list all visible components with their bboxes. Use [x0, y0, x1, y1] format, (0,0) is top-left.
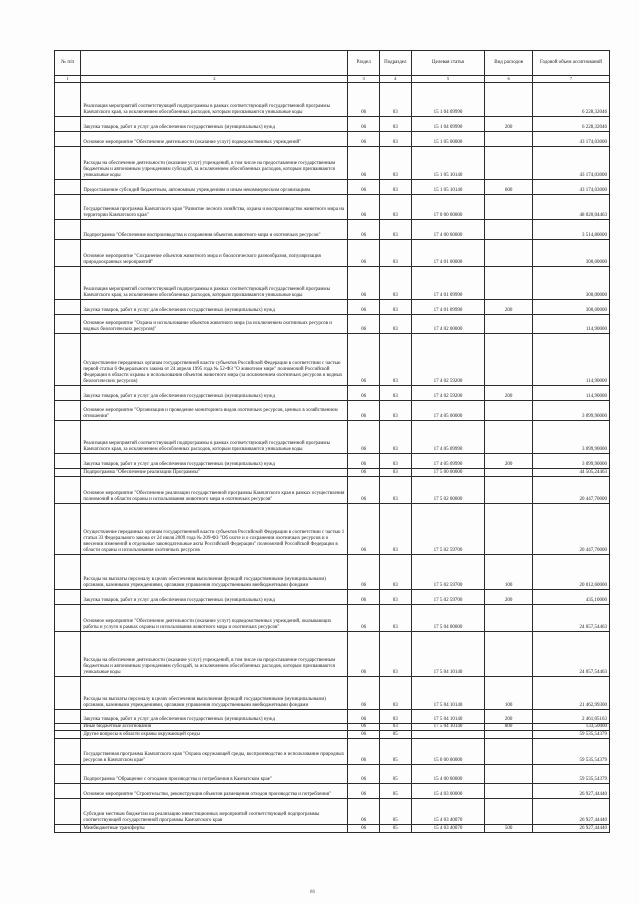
row-section-cell: 06 — [348, 632, 380, 677]
row-target-cell: 17 5 00 00000 — [411, 469, 485, 477]
table-row — [55, 590, 610, 605]
row-name-cell: Предоставление субсидий бюджетным, автономным учреждениям и иным некоммерческим организациям — [81, 180, 348, 195]
row-expense-cell — [485, 315, 532, 334]
row-section-cell: 06 — [348, 267, 380, 300]
row-name-cell: Расходы на обеспечение деятельности (оказание услуг) учреждений, в том числе на предоставление государственным бюджетным и автономным учреждениям субсидий, за исключением обособленных расходов, которым присваиваются уникальные коды — [81, 147, 348, 180]
column-index: 6 — [485, 76, 532, 83]
table-row — [55, 765, 610, 784]
row-amount-cell: 26 927,44440 — [532, 784, 609, 799]
row-subsection-cell: 03 — [379, 454, 411, 469]
row-section-cell: 06 — [348, 784, 380, 799]
row-subsection-cell: 03 — [379, 117, 411, 132]
row-target-cell: 17 5 02 59700 — [411, 504, 485, 555]
header-section: Раздел — [348, 51, 380, 76]
row-target-cell: 17 5 02 59700 — [411, 590, 485, 605]
row-target-cell: 17 4 00 00000 — [411, 220, 485, 240]
row-target-cell: 17 4 02 59200 — [411, 334, 485, 386]
row-subsection-cell: 03 — [379, 401, 411, 421]
row-num-cell — [55, 421, 81, 454]
row-section-cell: 06 — [348, 724, 380, 731]
row-section-cell: 06 — [348, 677, 380, 710]
row-num-cell — [55, 710, 81, 724]
row-section-cell: 06 — [348, 825, 380, 833]
row-num-cell — [55, 334, 81, 386]
row-num-cell — [55, 117, 81, 132]
column-index: 3 — [348, 76, 380, 83]
row-name-cell: Реализация мероприятий соответствующей подпрограммы в рамках соответствующей государственной программы Камчатского края, за исключением обособленных расходов, которым присваиваются уникальные коды — [81, 83, 348, 117]
row-subsection-cell: 03 — [379, 180, 411, 195]
row-target-cell: 17 4 05 00000 — [411, 401, 485, 421]
table-row — [55, 504, 610, 555]
row-amount-cell: 24 057,54463 — [532, 632, 609, 677]
row-amount-cell: 24 057,54463 — [532, 605, 609, 632]
row-num-cell — [55, 784, 81, 799]
table-row — [55, 180, 610, 195]
table-row — [55, 220, 610, 240]
row-target-cell — [411, 731, 485, 739]
row-amount-cell: 59 535,54379 — [532, 739, 609, 765]
row-amount-cell: 114,90000 — [532, 386, 609, 401]
row-expense-cell — [485, 147, 532, 180]
header-amount: Годовой объем ассигнований — [532, 51, 609, 76]
row-target-cell: 17 5 02 59700 — [411, 555, 485, 590]
row-num-cell — [55, 469, 81, 477]
row-expense-cell — [485, 739, 532, 765]
row-target-cell: 17 4 01 09990 — [411, 267, 485, 300]
row-subsection-cell: 05 — [379, 799, 411, 825]
row-expense-cell: 200 — [485, 386, 532, 401]
row-expense-cell — [485, 504, 532, 555]
row-target-cell: 17 5 02 00000 — [411, 477, 485, 504]
row-amount-cell: 6 228,32046 — [532, 117, 609, 132]
table-body — [55, 83, 610, 833]
row-name-cell: Реализация мероприятий соответствующей подпрограммы в рамках соответствующей государственной программы Камчатского края, за исключением обособленных расходов, которым присваиваются уникальные коды — [81, 267, 348, 300]
table-row — [55, 477, 610, 504]
table-row — [55, 240, 610, 267]
row-num-cell — [55, 220, 81, 240]
row-subsection-cell: 03 — [379, 710, 411, 724]
row-name-cell: Основное мероприятие "Обеспечение реализации государственной программы Камчатского края в рамках осуществления полномочий в области охраны и использования животного мира и охотничьих ресурсов" — [81, 477, 348, 504]
row-num-cell — [55, 677, 81, 710]
row-num-cell — [55, 454, 81, 469]
row-expense-cell — [485, 632, 532, 677]
row-section-cell: 06 — [348, 555, 380, 590]
row-expense-cell — [485, 132, 532, 147]
row-amount-cell: 43 174,03000 — [532, 147, 609, 180]
row-target-cell: 15 1 04 09990 — [411, 83, 485, 117]
row-target-cell: 17 5 04 10140 — [411, 632, 485, 677]
row-amount-cell: 26 927,44440 — [532, 799, 609, 825]
row-name-cell: Подпрограмма "Обращение с отходами производства и потребления в Камчатском крае" — [81, 765, 348, 784]
row-subsection-cell: 03 — [379, 315, 411, 334]
row-name-cell: Осуществление переданных органам государственной власти субъектов Российской Федерации в соответствии с частью 1 статьи 33 Федерального закона от 24 июля 2009 года № 209-ФЗ "Об охоте и о сохранении охотничьих ресурсов и о внесении изменений в отдельные законодательные акты Российской Федерации" полномочий Российской Федерации в области охраны и использования охотничьих ресурсов — [81, 504, 348, 555]
row-section-cell: 06 — [348, 799, 380, 825]
row-section-cell: 06 — [348, 180, 380, 195]
header-name — [81, 51, 348, 76]
row-section-cell: 06 — [348, 401, 380, 421]
row-expense-cell: 100 — [485, 555, 532, 590]
row-section-cell: 06 — [348, 739, 380, 765]
row-name-cell: Осуществление переданных органам государственной власти субъектов Российской Федерации в соответствии с частью первой статьи 6 Федерального закона от 24 апреля 1995 года № 52-ФЗ "О животном мире" полномочий Российской Федерации в области охраны и использования объектов животного мира (за исключением охотничьих ресурсов и водных биологических ресурсов) — [81, 334, 348, 386]
column-index: 4 — [379, 76, 411, 83]
page-number: 86 — [310, 890, 315, 895]
row-num-cell — [55, 590, 81, 605]
row-expense-cell — [485, 799, 532, 825]
row-expense-cell — [485, 421, 532, 454]
row-subsection-cell: 05 — [379, 731, 411, 739]
row-num-cell — [55, 555, 81, 590]
table-row — [55, 677, 610, 710]
row-subsection-cell: 03 — [379, 677, 411, 710]
row-subsection-cell: 03 — [379, 240, 411, 267]
row-name-cell: Закупка товаров, работ и услуг для обеспечения государственных (муниципальных) нужд — [81, 710, 348, 724]
row-expense-cell — [485, 477, 532, 504]
row-section-cell: 06 — [348, 504, 380, 555]
row-subsection-cell: 03 — [379, 220, 411, 240]
row-name-cell: Основное мероприятие "Организация и проведение мониторинга видов охотничьих ресурсов, ценных в хозяйственном отношении" — [81, 401, 348, 421]
column-index: 2 — [81, 76, 348, 83]
row-amount-cell: 300,00000 — [532, 300, 609, 315]
row-target-cell: 15 4 03 40070 — [411, 799, 485, 825]
row-expense-cell: 600 — [485, 180, 532, 195]
row-expense-cell — [485, 195, 532, 220]
row-section-cell: 06 — [348, 469, 380, 477]
table-row — [55, 334, 610, 386]
row-name-cell: Закупка товаров, работ и услуг для обеспечения государственных (муниципальных) нужд — [81, 454, 348, 469]
table-row — [55, 784, 610, 799]
row-target-cell: 15 0 00 00000 — [411, 739, 485, 765]
row-target-cell: 15 4 03 00000 — [411, 784, 485, 799]
header-expense: Вид расходов — [485, 51, 532, 76]
column-index-row — [55, 76, 610, 83]
row-name-cell: Расходы на выплаты персоналу в целях обеспечения выполнения функций государственными (муниципальными) органами, казенными учреждениями, органами управления государственными внебюджетными фондами — [81, 555, 348, 590]
column-index: 1 — [55, 76, 81, 83]
table-row — [55, 724, 610, 731]
row-subsection-cell: 03 — [379, 147, 411, 180]
row-target-cell: 17 4 01 09990 — [411, 300, 485, 315]
row-num-cell — [55, 386, 81, 401]
row-expense-cell: 200 — [485, 710, 532, 724]
row-expense-cell: 800 — [485, 724, 532, 731]
table-row — [55, 147, 610, 180]
table-row — [55, 632, 610, 677]
row-name-cell: Иные бюджетные ассигнования — [81, 724, 348, 731]
row-amount-cell: 20 447,70000 — [532, 504, 609, 555]
row-name-cell: Межбюджетные трансферты — [81, 825, 348, 833]
row-target-cell: 15 1 05 10140 — [411, 147, 485, 180]
row-subsection-cell: 03 — [379, 605, 411, 632]
row-section-cell: 06 — [348, 421, 380, 454]
row-subsection-cell: 03 — [379, 469, 411, 477]
row-expense-cell — [485, 469, 532, 477]
table-row — [55, 300, 610, 315]
row-section-cell: 06 — [348, 300, 380, 315]
row-section-cell: 06 — [348, 386, 380, 401]
row-num-cell — [55, 724, 81, 731]
table-row — [55, 132, 610, 147]
table-row — [55, 315, 610, 334]
row-target-cell: 17 5 04 10140 — [411, 710, 485, 724]
table-row — [55, 739, 610, 765]
row-amount-cell: 3 099,90000 — [532, 421, 609, 454]
row-num-cell — [55, 731, 81, 739]
row-amount-cell: 48 020,04463 — [532, 195, 609, 220]
row-name-cell: Закупка товаров, работ и услуг для обеспечения государственных (муниципальных) нужд — [81, 117, 348, 132]
row-amount-cell: 59 535,54379 — [532, 731, 609, 739]
row-expense-cell: 200 — [485, 117, 532, 132]
table-row — [55, 710, 610, 724]
row-num-cell — [55, 147, 81, 180]
row-section-cell: 06 — [348, 454, 380, 469]
row-name-cell: Расходы на обеспечение деятельности (оказание услуг) учреждений, в том числе на предоставление государственным бюджетным и автономным учреждениям субсидий, за исключением обособленных расходов, которым присваиваются уникальные коды — [81, 632, 348, 677]
row-expense-cell — [485, 220, 532, 240]
row-name-cell: Закупка товаров, работ и услуг для обеспечения государственных (муниципальных) нужд — [81, 590, 348, 605]
row-section-cell: 06 — [348, 195, 380, 220]
row-amount-cell: 20 447,70000 — [532, 477, 609, 504]
row-target-cell: 17 5 04 10140 — [411, 677, 485, 710]
row-expense-cell — [485, 784, 532, 799]
row-name-cell: Основное мероприятие "Строительство, реконструкция объектов размещения отходов производства и потребления" — [81, 784, 348, 799]
row-subsection-cell: 03 — [379, 195, 411, 220]
row-target-cell: 17 4 02 59200 — [411, 386, 485, 401]
row-amount-cell: 21 462,99300 — [532, 677, 609, 710]
row-amount-cell: 43 174,03000 — [532, 180, 609, 195]
row-name-cell: Государственная программа Камчатского края "Охрана окружающей среды, воспроизводство и использование природных ресурсов в Камчатском крае" — [81, 739, 348, 765]
row-num-cell — [55, 825, 81, 833]
row-num-cell — [55, 240, 81, 267]
row-section-cell: 06 — [348, 477, 380, 504]
row-amount-cell: 2 461,05163 — [532, 710, 609, 724]
row-section-cell: 06 — [348, 117, 380, 132]
row-num-cell — [55, 739, 81, 765]
row-subsection-cell: 03 — [379, 334, 411, 386]
budget-table — [54, 50, 610, 833]
row-num-cell — [55, 83, 81, 117]
row-num-cell — [55, 180, 81, 195]
row-subsection-cell: 03 — [379, 300, 411, 315]
row-expense-cell — [485, 267, 532, 300]
row-amount-cell: 133,50000 — [532, 724, 609, 731]
row-subsection-cell: 03 — [379, 421, 411, 454]
row-target-cell: 15 1 04 09990 — [411, 117, 485, 132]
row-num-cell — [55, 605, 81, 632]
row-target-cell: 15 1 05 10140 — [411, 180, 485, 195]
row-expense-cell — [485, 240, 532, 267]
row-amount-cell: 114,90000 — [532, 315, 609, 334]
row-name-cell: Закупка товаров, работ и услуг для обеспечения государственных (муниципальных) нужд — [81, 300, 348, 315]
row-amount-cell: 3 099,90000 — [532, 454, 609, 469]
row-name-cell: Подпрограмма "Обеспечение воспроизводства и сохранения объектов животного мира и охотничьих ресурсов" — [81, 220, 348, 240]
row-subsection-cell: 03 — [379, 504, 411, 555]
row-name-cell: Основное мероприятие "Охрана и использование объектов животного мира (за исключением охотничьих ресурсов и водных биологических ресурсов)" — [81, 315, 348, 334]
row-name-cell: Субсидии местным бюджетам на реализацию инвестиционных мероприятий соответствующей подпрограммы соответствующей государственной программы Камчатского края — [81, 799, 348, 825]
header-subsection: Подраздел — [379, 51, 411, 76]
table-row — [55, 555, 610, 590]
table-row — [55, 799, 610, 825]
row-amount-cell: 43 174,03000 — [532, 132, 609, 147]
table-header-row — [55, 51, 610, 76]
row-expense-cell: 200 — [485, 300, 532, 315]
row-target-cell: 15 1 05 00000 — [411, 132, 485, 147]
table-row — [55, 267, 610, 300]
table-row — [55, 421, 610, 454]
row-target-cell: 17 0 00 00000 — [411, 195, 485, 220]
row-section-cell: 06 — [348, 605, 380, 632]
row-num-cell — [55, 799, 81, 825]
row-section-cell: 06 — [348, 731, 380, 739]
row-name-cell: Другие вопросы в области охраны окружающей среды — [81, 731, 348, 739]
row-expense-cell: 500 — [485, 825, 532, 833]
row-num-cell — [55, 300, 81, 315]
column-index: 5 — [411, 76, 485, 83]
row-expense-cell — [485, 605, 532, 632]
row-amount-cell: 300,00000 — [532, 267, 609, 300]
row-name-cell: Подпрограмма "Обеспечение реализации Программы" — [81, 469, 348, 477]
row-expense-cell — [485, 765, 532, 784]
row-amount-cell: 59 535,54379 — [532, 765, 609, 784]
row-target-cell: 17 4 02 00000 — [411, 315, 485, 334]
row-num-cell — [55, 315, 81, 334]
row-subsection-cell: 03 — [379, 132, 411, 147]
row-section-cell: 06 — [348, 315, 380, 334]
table-row — [55, 386, 610, 401]
row-subsection-cell: 03 — [379, 477, 411, 504]
row-expense-cell — [485, 401, 532, 421]
row-amount-cell: 44 505,24463 — [532, 469, 609, 477]
row-num-cell — [55, 401, 81, 421]
row-num-cell — [55, 632, 81, 677]
row-num-cell — [55, 132, 81, 147]
header-target: Целевая статья — [411, 51, 485, 76]
row-section-cell: 06 — [348, 132, 380, 147]
row-subsection-cell: 03 — [379, 83, 411, 117]
row-amount-cell: 20 012,60000 — [532, 555, 609, 590]
row-expense-cell: 100 — [485, 677, 532, 710]
table-row — [55, 195, 610, 220]
row-subsection-cell: 05 — [379, 765, 411, 784]
row-amount-cell: 26 927,44440 — [532, 825, 609, 833]
row-target-cell: 17 4 01 00000 — [411, 240, 485, 267]
row-expense-cell: 200 — [485, 590, 532, 605]
row-name-cell: Основное мероприятие "Обеспечение деятельности (оказание услуг) подведомственных учреждений" — [81, 132, 348, 147]
row-target-cell: 17 4 05 09990 — [411, 421, 485, 454]
row-section-cell: 06 — [348, 334, 380, 386]
table-row — [55, 454, 610, 469]
row-name-cell: Закупка товаров, работ и услуг для обеспечения государственных (муниципальных) нужд — [81, 386, 348, 401]
table-row — [55, 401, 610, 421]
row-subsection-cell: 05 — [379, 739, 411, 765]
row-name-cell: Реализация мероприятий соответствующей подпрограммы в рамках соответствующей государственной программы Камчатского края, за исключением обособленных расходов, которым присваиваются уникальные коды — [81, 421, 348, 454]
row-amount-cell: 3 514,80000 — [532, 220, 609, 240]
row-section-cell: 06 — [348, 220, 380, 240]
row-name-cell: Основное мероприятие "Сохранение объектов животного мира и биологического разнообразия, популяризация природоохранных мероприятий" — [81, 240, 348, 267]
table-row — [55, 731, 610, 739]
table-row — [55, 117, 610, 132]
row-num-cell — [55, 267, 81, 300]
row-target-cell: 15 4 03 40070 — [411, 825, 485, 833]
row-num-cell — [55, 765, 81, 784]
row-subsection-cell: 03 — [379, 555, 411, 590]
row-expense-cell — [485, 731, 532, 739]
row-target-cell: 17 5 04 10140 — [411, 724, 485, 731]
row-expense-cell — [485, 83, 532, 117]
table-row — [55, 83, 610, 117]
row-amount-cell: 435,10000 — [532, 590, 609, 605]
row-section-cell: 06 — [348, 710, 380, 724]
row-subsection-cell: 03 — [379, 386, 411, 401]
row-subsection-cell: 05 — [379, 825, 411, 833]
row-subsection-cell: 03 — [379, 590, 411, 605]
table-row — [55, 825, 610, 833]
row-name-cell: Государственная программа Камчатского края "Развитие лесного хозяйства, охрана и воспроизводство животного мира на территории Камчатского края" — [81, 195, 348, 220]
row-section-cell: 06 — [348, 147, 380, 180]
row-num-cell — [55, 504, 81, 555]
row-expense-cell: 200 — [485, 454, 532, 469]
row-name-cell: Основное мероприятие "Обеспечение деятельности (оказание услуг) подведомственных учреждений, оказывающих работы и услуги в рамках охраны и использования животного мира и охотничьих ресурсов" — [81, 605, 348, 632]
table-row — [55, 469, 610, 477]
row-target-cell: 17 5 04 00000 — [411, 605, 485, 632]
row-name-cell: Расходы на выплаты персоналу в целях обеспечения выполнения функций государственными (муниципальными) органами, казенными учреждениями, органами управления государственными внебюджетными фондами — [81, 677, 348, 710]
row-subsection-cell: 03 — [379, 724, 411, 731]
row-subsection-cell: 05 — [379, 784, 411, 799]
row-subsection-cell: 03 — [379, 267, 411, 300]
row-amount-cell: 114,90000 — [532, 334, 609, 386]
row-section-cell: 06 — [348, 590, 380, 605]
row-section-cell: 06 — [348, 240, 380, 267]
row-section-cell: 06 — [348, 83, 380, 117]
row-expense-cell — [485, 334, 532, 386]
row-target-cell: 15 4 00 00000 — [411, 765, 485, 784]
row-section-cell: 06 — [348, 765, 380, 784]
row-amount-cell: 6 228,32046 — [532, 83, 609, 117]
row-target-cell: 17 4 05 09990 — [411, 454, 485, 469]
header-num: № п/п — [55, 51, 81, 76]
row-num-cell — [55, 477, 81, 504]
row-amount-cell: 300,00000 — [532, 240, 609, 267]
row-subsection-cell: 03 — [379, 632, 411, 677]
column-index: 7 — [532, 76, 609, 83]
table-row — [55, 605, 610, 632]
row-num-cell — [55, 195, 81, 220]
row-amount-cell: 3 099,90000 — [532, 401, 609, 421]
